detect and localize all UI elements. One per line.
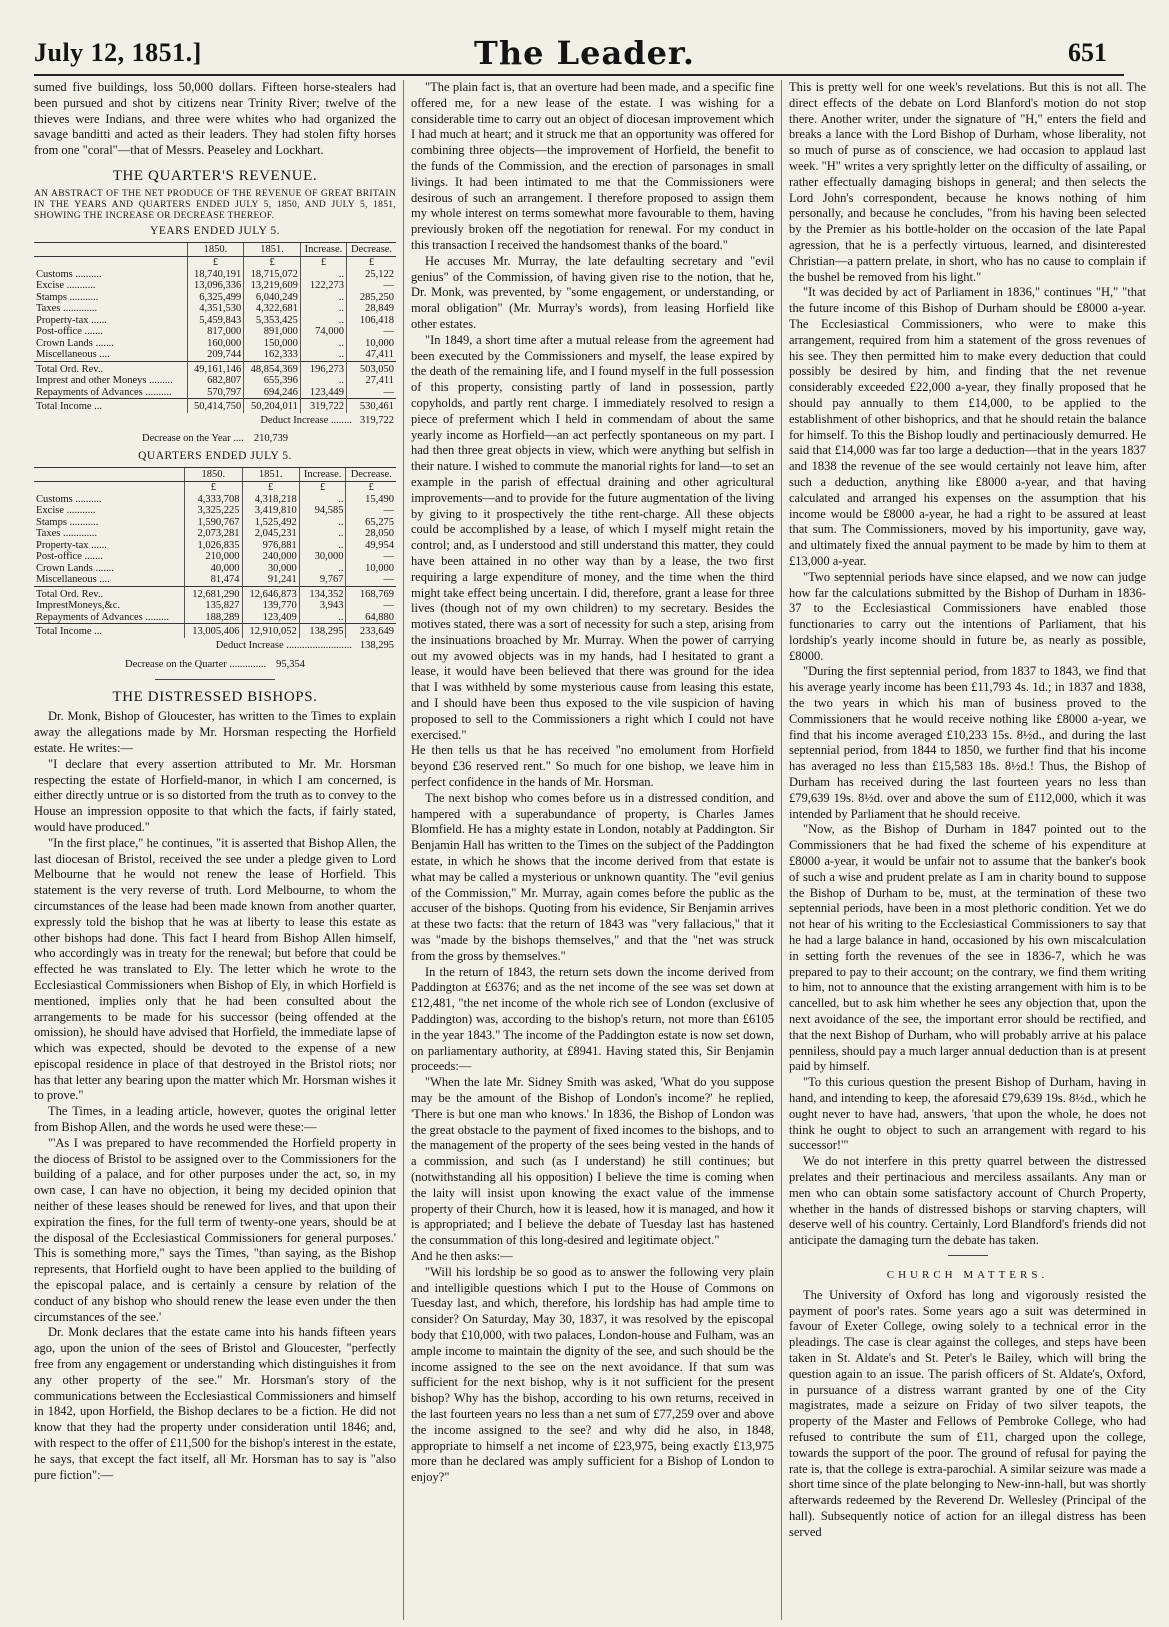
article-paragraph: Dr. Monk declares that the estate came into his hands fifteen years ago, upon the union of the sees of Bristol and Gloucester, "perfectly free from any engagement or understanding which distinguishes it from any other property of the see." Mr. Horsman's story of the communications between the Ecclesiastical Commissioners and himself in 1842, upon Horfield, the Bishop declares to be a fiction. He did not know that they had the property under consideration until 1846; and, with respect to the offer of £11,500 for the bishop's interest in the estate, he says, that except the fact itself, all Mr. Horsman has to say is "also pure fiction":— [34, 1325, 396, 1482]
article-paragraph: In the return of 1843, the return sets down the income derived from Paddington at £6376; and as the net income of the see was set down at £12,481, "the net income of the whole rich see of London (exclusive of Paddington) was, according to the bishop's return, not more than £6105 in the year 1843." The income of the Paddington estate is now set down, on parliamentary authority, at £8941. Having stated this, Sir Benjamin proceeds:— [411, 964, 774, 1074]
table-cell: 10,000 [347, 338, 396, 350]
table-row [34, 326, 396, 338]
table-row [34, 292, 396, 304]
table-cell: 503,050 [347, 361, 396, 375]
table-row [34, 551, 396, 563]
row-label: Crown Lands ....... [36, 337, 114, 349]
table-cell: 139,770 [242, 600, 299, 612]
quarters-decrease-label: Decrease on the Quarter .............. [125, 658, 267, 670]
table-row [34, 375, 396, 387]
table-cell: 123,409 [242, 612, 299, 624]
table-cell: 976,881 [242, 540, 299, 552]
table-cell: 64,880 [346, 612, 396, 624]
table-header-cell: Decrease. [347, 242, 396, 257]
column-1 [34, 80, 396, 1620]
table-cell: £ [300, 257, 346, 269]
table-cell: 91,241 [242, 574, 299, 586]
table-row [34, 494, 396, 506]
table-cell: 817,000 [187, 326, 244, 338]
page-number: 651 [1068, 38, 1107, 67]
row-label: Property-tax ...... [36, 314, 107, 326]
row-label: Miscellaneous .... [36, 349, 110, 361]
header-rule [34, 74, 1124, 76]
table-cell: 13,005,406 [185, 624, 242, 638]
quarters-decrease-line [34, 657, 396, 673]
article-paragraph: "Will his lordship be so good as to answer the following very plain and intelligible questions which I put to the House of Commons on Tuesday last, and which, therefore, his lordship has had ample time to consider? On Saturday, May 30, 1837, it was resolved by the episcopal body that £10,000, with two palaces, London-house and Fulham, was an ample income to maintain the dignity of the see, and such should be the income assigned to the see on the next avoidance. If that sum was sufficient for the next bishop, why is it not sufficient for the present bishop? Why has the bishop, according to his own returns, received in the last fourteen years no less than a net sum of £77,259 over and above the income assigned to the see? and why did he also, in 1848, appropriate to himself a net income of £23,975, being exactly £13,975 more than he declared was amply sufficient for a Bishop of London to enjoy?" [411, 1264, 774, 1485]
table-cell: 6,040,249 [244, 292, 301, 304]
article-paragraph: We do not interfere in this pretty quarrel between the distressed prelates and their pertinacious and merciless assailants. Any man or men who can obtain some satisfactory account of Church Property, whether in the hands of distressed bishops or starving chapters, will deserve well of his country. Certainly, Lord Blandford's friends did not anticipate the damaging turn the debate has taken. [789, 1154, 1146, 1248]
table-cell: 240,000 [242, 551, 299, 563]
table-cell: .. [300, 315, 346, 327]
table-header-cell: Increase. [299, 467, 346, 482]
table-cell: 168,769 [346, 586, 396, 600]
row-label: Customs .......... [36, 268, 102, 280]
table-row [34, 612, 396, 624]
table-cell: £ [242, 482, 299, 494]
quarters-deduct-value: 138,295 [359, 639, 394, 651]
table-cell: 12,646,873 [242, 586, 299, 600]
article-paragraph: He accuses Mr. Murray, the late defaulting secretary and "evil genius" of the Commission, of having given rise to the notion, that he, Dr. Monk, was prevented, by "some engagement, or understanding, or moral obligation" (Mr. Murray's words), from leasing Horfield like other estates. [411, 253, 774, 331]
years-deduct-label: Deduct Increase ........ [260, 414, 352, 426]
row-label: Total Ord. Rev.. [34, 361, 187, 375]
table-cell: 210,000 [185, 551, 242, 563]
table-cell: 12,681,290 [185, 586, 242, 600]
table-cell: 94,585 [299, 505, 346, 517]
table-cell: — [346, 551, 396, 563]
years-deduct-value: 319,722 [359, 414, 394, 426]
table-cell: 160,000 [187, 338, 244, 350]
article-paragraph: "I declare that every assertion attributed to Mr. Mr. Horsman respecting the estate of Horfield-manor, in which I am concerned, is either directly untrue or is so distorted from the truth as to convey to the House an impression opposite to that which the facts, if fairly stated, would have produced." [34, 756, 396, 834]
row-label: Taxes ............. [36, 528, 98, 540]
article-paragraph: He then tells us that he has received "no emolument from Horfield beyond £36 reserved rent." So much for one bishop, we leave him in perfect confidence in the hands of Mr. Horsman. [411, 743, 774, 790]
table-cell: 25,122 [347, 269, 396, 281]
table-cell: 162,333 [244, 349, 301, 361]
table-cell: 196,273 [300, 361, 346, 375]
row-label: Total Ord. Rev.. [34, 586, 185, 600]
row-label [34, 482, 185, 494]
table-cell: 81,474 [185, 574, 242, 586]
table-cell: 48,854,369 [244, 361, 301, 375]
quarters-decrease-value: 95,354 [276, 658, 305, 670]
row-label: Taxes ............. [36, 303, 98, 315]
table-cell: 134,352 [299, 586, 346, 600]
table-cell: £ [347, 257, 396, 269]
table-cell: .. [299, 563, 346, 575]
table-cell: 122,273 [300, 280, 346, 292]
table-cell: 106,418 [347, 315, 396, 327]
table-cell: 28,849 [347, 303, 396, 315]
table-row [34, 361, 396, 375]
table-cell: 50,414,750 [187, 399, 244, 413]
table-cell: 188,289 [185, 612, 242, 624]
quarters-table-heading: QUARTERS ENDED JULY 5. [138, 450, 292, 463]
article-paragraph: "It was decided by act of Parliament in 1836," continues "H," "that the future income of this Bishop of Durham should be £8000 a-year. The Ecclesiastical Commissioners, who were to make this arrangement, required from him a statement of the gross revenues of his see. They then permitted him to make every deduction that could possibly be desired by him, and finding that the net revenue considerably exceeded £22,000 a-year, they finally proposed that he should pay annually to them £14,000, to be applied to the establishment of other bishoprics, and that he should retain the balance for himself. To this the Bishop loudly and pertinaciously demurred. He said that £14,000 was far too large a deduction—that in the years 1837 and 1838 the revenue of the see would certainly not leave him, after such a deduction, anything like £8000 a-year, and that having calculated and arranged his expenses on the assumption that his income would be £8000 a-year, he had a right to be assured at least that sum. The Commissioners, moved by his importunity, gave way, and ultimately fixed the annual payment to be made by him to them at £13,000 a-year. [789, 285, 1146, 568]
quarters-deduct-line [34, 638, 396, 654]
table-row [34, 528, 396, 540]
table-cell: 27,411 [347, 375, 396, 387]
church-matters-heading: CHURCH MATTERS. [886, 1268, 1049, 1281]
years-decrease-label: Decrease on the Year .... [142, 433, 244, 445]
article-paragraph: "Two septennial periods have since elapsed, and we now can judge how far the calculations submitted by the Bishop of Durham in 1836-37 to the Ecclesiastical Commissioners have enabled those functionaries to carry out the intentions of Parliament, that his lordship's yearly income should in future be, as nearly as possible, £8000. [789, 569, 1146, 663]
table-cell: 4,351,530 [187, 303, 244, 315]
table-cell: 6,325,499 [187, 292, 244, 304]
table-cell: — [346, 505, 396, 517]
table-cell: 49,954 [346, 540, 396, 552]
article-paragraph: "The plain fact is, that an overture had been made, and a specific fine offered me, for a new lease of the estate. I was wishing for a considerable time to carry out an object of diocesan improvement which I had much at heart; and it struck me that an opportunity was offered for combining three objects—the improvement of Horfield, the benefit to the funds of the Commission, and the erection of parsonages in small livings. It had been intimated to me that the Commissioners were desirous of such an arrangement. I therefore proposed to assign them my whole interest on terms somewhat more favourable to them, having previously broken off the negotiation for renewal. For my conduct in this transaction I received the handsomest thanks of the board." [411, 80, 774, 252]
table-row [34, 482, 396, 494]
table-cell: .. [300, 303, 346, 315]
table-cell: 47,411 [347, 349, 396, 361]
table-cell: .. [300, 269, 346, 281]
row-label: Post-office ....... [36, 326, 103, 338]
years-revenue-table [34, 242, 396, 413]
table-row [34, 399, 396, 413]
row-label: Miscellaneous .... [36, 574, 110, 586]
table-cell: 233,649 [346, 624, 396, 638]
table-cell: 4,333,708 [185, 494, 242, 506]
table-cell: £ [185, 482, 242, 494]
column-3 [789, 80, 1146, 1620]
row-label: Crown Lands ....... [36, 562, 114, 574]
table-cell: 1,525,492 [242, 517, 299, 529]
article-paragraph: "In 1849, a short time after a mutual release from the agreement had been executed by the Commissioners and myself, the lease expired by the death of the remaining life, and I found myself in the full possession of this property, consisting partly of land in possession, partly copyholds, and partly rent charge. I immediately resolved to resign a piece of preferment which I held in commendam of about the same yearly income as Horfield—an act perfectly spontaneous on my part. I had then three great objects in view, which were anything but selfish in their nature. I wished to commute the manorial rights for land—to set an example in the parish of effectual draining and other agricultural improvements—and to provide for the future augmentation of the living by giving to it prospectively the tithe rent-charge. All these objects could be accomplished by a lease, of which I myself might retain the control; and, as I understood and still understand this matter, they could have been attained in no other way than by a lease, the two first requiring a large expenditure of money, and the time when the third might take effect being uncertain. I did, therefore, grant a lease for three lives (though not of my own children) to my secretary. Besides the motives stated, there was a sort of necessity for such a step, arising from the insinuations broached by Mr. Murray. When the power of carrying out my avowed objects was in my hands, had I hesitated to grant a lease, it would have been believed that there was ground for the idea that I was withheld by some mysterious cause from leasing this estate, and I should have been thus exposed to the vile suspicion of having proposed to sell to the Commissioners a right which I could not have exercised." [411, 332, 774, 742]
table-row [34, 574, 396, 586]
table-row [34, 600, 396, 612]
article-paragraph: Dr. Monk, Bishop of Gloucester, has written to the Times to explain away the allegations made by Mr. Horsman respecting the Horfield estate. He writes:— [34, 709, 396, 755]
table-cell: 12,910,052 [242, 624, 299, 638]
table-cell: 3,943 [299, 600, 346, 612]
table-cell: 5,353,425 [244, 315, 301, 327]
table-cell: 135,827 [185, 600, 242, 612]
masthead-title: The Leader. [474, 34, 695, 72]
table-cell: .. [300, 349, 346, 361]
table-cell: 49,161,146 [187, 361, 244, 375]
table-header-cell: 1850. [187, 242, 244, 257]
table-cell: 1,026,835 [185, 540, 242, 552]
table-cell: 285,250 [347, 292, 396, 304]
article-paragraph: "During the first septennial period, from 1837 to 1843, we find that his average yearly income has been £11,793 4s. 1d.; in 1837 and 1838, the two years in which his man of business proved to the Commissioners that he would receive nothing like £8000 a-year, we find that his income averaged £10,233 15s. 8½d., and during the last septennial period, from 1844 to 1850, we further find that his income has averaged no less than £15,583 18s. 8½d.! Thus, the Bishop of Durham has received during the last fourteen years no less than £79,639 19s. 8½d. over and above the sum of £112,000, which it was intended by Parliament that he should receive. [789, 664, 1146, 821]
table-cell: £ [299, 482, 346, 494]
table-cell: 5,459,843 [187, 315, 244, 327]
section-divider [155, 679, 275, 680]
row-label [34, 257, 187, 269]
table-cell: 3,419,810 [242, 505, 299, 517]
row-label: Repayments of Advances .......... [36, 386, 172, 398]
table-cell: 209,744 [187, 349, 244, 361]
table-row [34, 387, 396, 399]
table-cell: .. [300, 375, 346, 387]
table-cell: 2,073,281 [185, 528, 242, 540]
table-header-cell [34, 467, 185, 482]
article-paragraph: "'As I was prepared to have recommended the Horfield property in the diocess of Bristol to be assigned over to the Commissioners for the building of a palace, and for other purposes under the act, so, in my own case, I can have no objection, it being my decided opinion that neither of these leases should be renewed for lives, and that upon their expiration the fines, for the full term of twenty-one years, should be at the disposal of the Ecclesiastical Commissioners for general purposes.' This is something more," says the Times, "than saying, as the Bishop represents, that Horfield ought to have been applied to the building of the episcopal palace, and is certainly a censure by relation of the conduct of any bishop who should renew the lease even under the then circumstances of the see.' [34, 1135, 396, 1324]
table-row [34, 338, 396, 350]
table-cell: 50,204,011 [244, 399, 301, 413]
column-divider [781, 80, 782, 1620]
table-cell: 655,396 [244, 375, 301, 387]
table-cell: .. [300, 338, 346, 350]
table-cell: .. [299, 540, 346, 552]
row-label: ImprestMoneys,&c. [36, 600, 120, 612]
table-row [34, 517, 396, 529]
article-paragraph: This is pretty well for one week's revelations. But this is not all. The direct effects of the debate on Lord Blanford's motion do not stop there. Another writer, under the signature of "H," enters the field and breaks a lance with the Lord Bishop of Durham, whose liberality, not so much of purse as of conscience, we had occasion to applaud last week. "H" writes a very sprightly letter on the difficulty of assailing, or rather effectually damaging bishops in general; and then selects the Lord John's correspondent, because he knows nothing of him personally, and because he concludes, "from his having been selected by the Premier as his bottle-holder on the occasion of the late Papal agression, that he is a perfectly virtuous, learned, and disinterested Christian—a pattern prelate, in short, who has no cause to complain if the bushel be removed from his light." [789, 80, 1146, 284]
table-header-cell [34, 242, 187, 257]
table-row [34, 315, 396, 327]
table-cell: £ [346, 482, 396, 494]
table-cell: 18,740,191 [187, 269, 244, 281]
table-header-cell: 1850. [185, 467, 242, 482]
table-cell: — [347, 326, 396, 338]
table-cell: 13,096,336 [187, 280, 244, 292]
table-cell: 694,246 [244, 387, 301, 399]
table-cell: — [347, 387, 396, 399]
years-table-heading: YEARS ENDED JULY 5. [150, 224, 280, 237]
article-paragraph: "In the first place," he continues, "it is asserted that Bishop Allen, the last diocesan of Bristol, received the see under a pledge given to Lord Melbourne that he would not renew the lease of Horfield. This statement is the very reverse of truth. Lord Melbourne, to whom the circumstances of the lease had been made known from another quarter, expressly told the bishop that he was at liberty to lease this estate as other bishops had done. This fact I heard from Bishop Allen himself, who accordingly was in treaty for the renewal; but before that could be effected he was translated to Ely. The letter which he wrote to the Ecclesiastical Commissioners when Bishop of Ely, in which Horfield is mentioned, implies only that he had been consulted about the arrangements to be made for his successor (being offended at the omission), he should have advised that Horfield, the immediate lapse of which was expected, should be devoted to the expense of a new episcopal residence in place of that destroyed in the Bristol riots; nor has that letter any bearing upon the matter which Mr. Horsman wishes it to prove." [34, 835, 396, 1103]
article-paragraph: "Now, as the Bishop of Durham in 1847 pointed out to the Commissioners that he had fixed the scheme of his expenditure at £8000 a-year, it would be unfair not to assume that the banker's book of such a wise and prudent prelate as I am in charity bound to suppose the Bishop of Durham to be, must, at the termination of these two septennial periods, have been in a most plethoric condition. Yet we do not hear of his writing to the Ecclesiastical Commissioners to say that he had a large balance in hand, occasioned by his own miscalculation in setting forth the revenues of the see in 1836-7, which he was prepared to pay to their account; on the contrary, we find them writing to him, not to announce that the existing arrangement with him is to be cancelled, but to ask him whether he sees any objection that, upon the next avoidance of the see, the important error should be rectified, and that the next Bishop of Durham, who will probably arrive at his palace penniless, should pay a much larger annual deduction than is at present paid by himself. [789, 822, 1146, 1074]
table-row [34, 303, 396, 315]
table-cell: .. [299, 612, 346, 624]
table-cell: 4,322,681 [244, 303, 301, 315]
table-cell: 30,000 [299, 551, 346, 563]
table-cell: 30,000 [242, 563, 299, 575]
row-label: Imprest and other Moneys ......... [36, 375, 173, 387]
table-cell: 138,295 [299, 624, 346, 638]
table-cell: 2,045,231 [242, 528, 299, 540]
table-row [34, 563, 396, 575]
table-cell: 10,000 [346, 563, 396, 575]
table-cell: 123,449 [300, 387, 346, 399]
table-cell: 319,722 [300, 399, 346, 413]
table-cell: .. [299, 517, 346, 529]
row-label: Excise ........... [36, 505, 96, 517]
table-cell: — [346, 600, 396, 612]
table-cell: 15,490 [346, 494, 396, 506]
intro-paragraph: sumed five buildings, loss 50,000 dollars. Fifteen horse-stealers had been pursued and shot by citizens near Trinity River; twelve of the thieves were Indians, and three were whites who had organized the savage banditti and acted as their leaders. They had stolen fifty horses from one "coral"—that of Messrs. Peaseley and Lockhart. [34, 80, 396, 158]
quarters-revenue-table [34, 467, 396, 638]
table-row [34, 349, 396, 361]
table-cell: .. [299, 528, 346, 540]
table-header-cell: Increase. [300, 242, 346, 257]
row-label: Total Income ... [34, 399, 187, 413]
table-header-cell: Decrease. [346, 467, 396, 482]
section-divider [948, 1255, 988, 1256]
table-row [34, 505, 396, 517]
table-cell: 9,767 [299, 574, 346, 586]
article-paragraph: The Times, in a leading article, however, quotes the original letter from Bishop Allen, and the words he used were these:— [34, 1104, 396, 1135]
revenue-heading: THE QUARTER'S REVENUE. [112, 167, 318, 184]
column-2 [411, 80, 774, 1620]
table-cell: 891,000 [244, 326, 301, 338]
table-cell: .. [300, 292, 346, 304]
row-label: Excise ........... [36, 280, 96, 292]
table-cell: — [346, 574, 396, 586]
row-label: Property-tax ...... [36, 539, 107, 551]
years-deduct-line [34, 413, 396, 429]
years-decrease-line [34, 431, 396, 447]
table-cell: 18,715,072 [244, 269, 301, 281]
table-cell: 13,219,609 [244, 280, 301, 292]
table-header-cell: 1851. [242, 467, 299, 482]
table-header-cell: 1851. [244, 242, 301, 257]
table-cell: 4,318,218 [242, 494, 299, 506]
quarters-deduct-label: Deduct Increase ......................... [215, 639, 352, 651]
table-cell: — [347, 280, 396, 292]
row-label: Stamps ........... [36, 291, 99, 303]
table-cell: 570,797 [187, 387, 244, 399]
article-paragraph: The next bishop who comes before us in a distressed condition, and hampered with a superabundance of property, is Charles James Blomfield. He has a mighty estate in London, notably at Paddington. Sir Benjamin Hall has written to the Times on the subject of the Paddington estate, in which he shows that the income derived from that estate is what may be called a mysterious or unknown quantity. The "evil genius of the Commission," Mr. Murray, again comes before the public as the accuser of the bishops. Quoting from his evidence, Sir Benjamin arrives at these two facts: that the return of 1843 was "very fallacious," that it was "made by the bishops themselves," and that the "net was struck from the gross by themselves." [411, 790, 774, 963]
table-row [34, 280, 396, 292]
table-cell: 40,000 [185, 563, 242, 575]
table-cell: 74,000 [300, 326, 346, 338]
row-label: Total Income ... [34, 624, 185, 638]
table-cell: 150,000 [244, 338, 301, 350]
table-cell: £ [244, 257, 301, 269]
table-cell: 682,807 [187, 375, 244, 387]
table-row [34, 586, 396, 600]
table-cell: .. [299, 494, 346, 506]
table-row [34, 257, 396, 269]
table-row [34, 269, 396, 281]
article-paragraph: "When the late Mr. Sidney Smith was asked, 'What do you suppose may be the amount of the Bishop of London's income?' he replied, 'There is but one man who knows.' In 1836, the Bishop of London was the great obstacle to the payment of fixed incomes to the bishops, and to the management of the property of the sees being vested in the hands of a commission, and such (as I understand) he still continues; but (notwithstanding all his opposition) I believe the time is coming when the laity will insist upon knowing the exact value of the immense property of their Church, how it is leased, how it is managed, and how it is appropriated; and I believe the debate of Tuesday last has hastened the consummation of this long-desired and legitimate object." [411, 1075, 774, 1248]
row-label: Repayments of Advances ......... [36, 611, 169, 623]
table-row [34, 540, 396, 552]
row-label: Customs .......... [36, 493, 102, 505]
table-cell: £ [187, 257, 244, 269]
issue-date: July 12, 1851.] [34, 38, 202, 67]
table-cell: 3,325,225 [185, 505, 242, 517]
article-paragraph: And he then asks:— [411, 1248, 513, 1263]
table-cell: 530,461 [347, 399, 396, 413]
years-decrease-value: 210,739 [253, 433, 288, 445]
column-divider [403, 80, 404, 1620]
row-label: Stamps ........... [36, 516, 99, 528]
revenue-abstract: AN ABSTRACT OF THE NET PRODUCE OF THE REVENUE OF GREAT BRITAIN IN THE YEARS AND QUARTERS ENDED JULY 5, 1850, AND JULY 5, 1851, SHOWING THE INCREASE OR DECREASE THEREOF. [34, 188, 396, 221]
article-paragraph: The University of Oxford has long and vigorously resisted the payment of poor's rates. Some years ago a suit was determined in favour of Exeter College, owing solely to a technical error in the pleadings. The case is clear against the colleges, and steps have been taken in St. Aldate's and St. Peter's le Bailey, which will bring the question again to an issue. The parish officers of St. Aldate's, Oxford, in pursuance of a distress warrant granted by one of the City magistrates, made a seizure on Friday of two silver teapots, the property of the Master and Fellows of Pembroke College, who had refused to contribute the sum of £11, charged upon the college, towards the support of the poor. The ground of refusal for paying the rate is, that the college is extra-parochial. A similar seizure was made a short time since of the plate belonging to New-inn-hall, but was shortly afterwards redeemed by the Reverend Dr. Wellesley (Principal of the hall). Subsequently notice of action for an illegal distress has been served [789, 1287, 1146, 1539]
table-row [34, 624, 396, 638]
table-cell: 28,050 [346, 528, 396, 540]
bishops-heading: THE DISTRESSED BISHOPS. [112, 688, 318, 705]
table-cell: 65,275 [346, 517, 396, 529]
article-paragraph: "To this curious question the present Bishop of Durham, having in hand, and intending to keep, the aforesaid £79,639 19s. 8½d., which he ought never to have had, answers, 'that upon the whole, he does not think he ought to object to such an arrangement with regard to his successor!'" [789, 1075, 1146, 1153]
table-cell: 1,590,767 [185, 517, 242, 529]
row-label: Post-office ....... [36, 551, 103, 563]
